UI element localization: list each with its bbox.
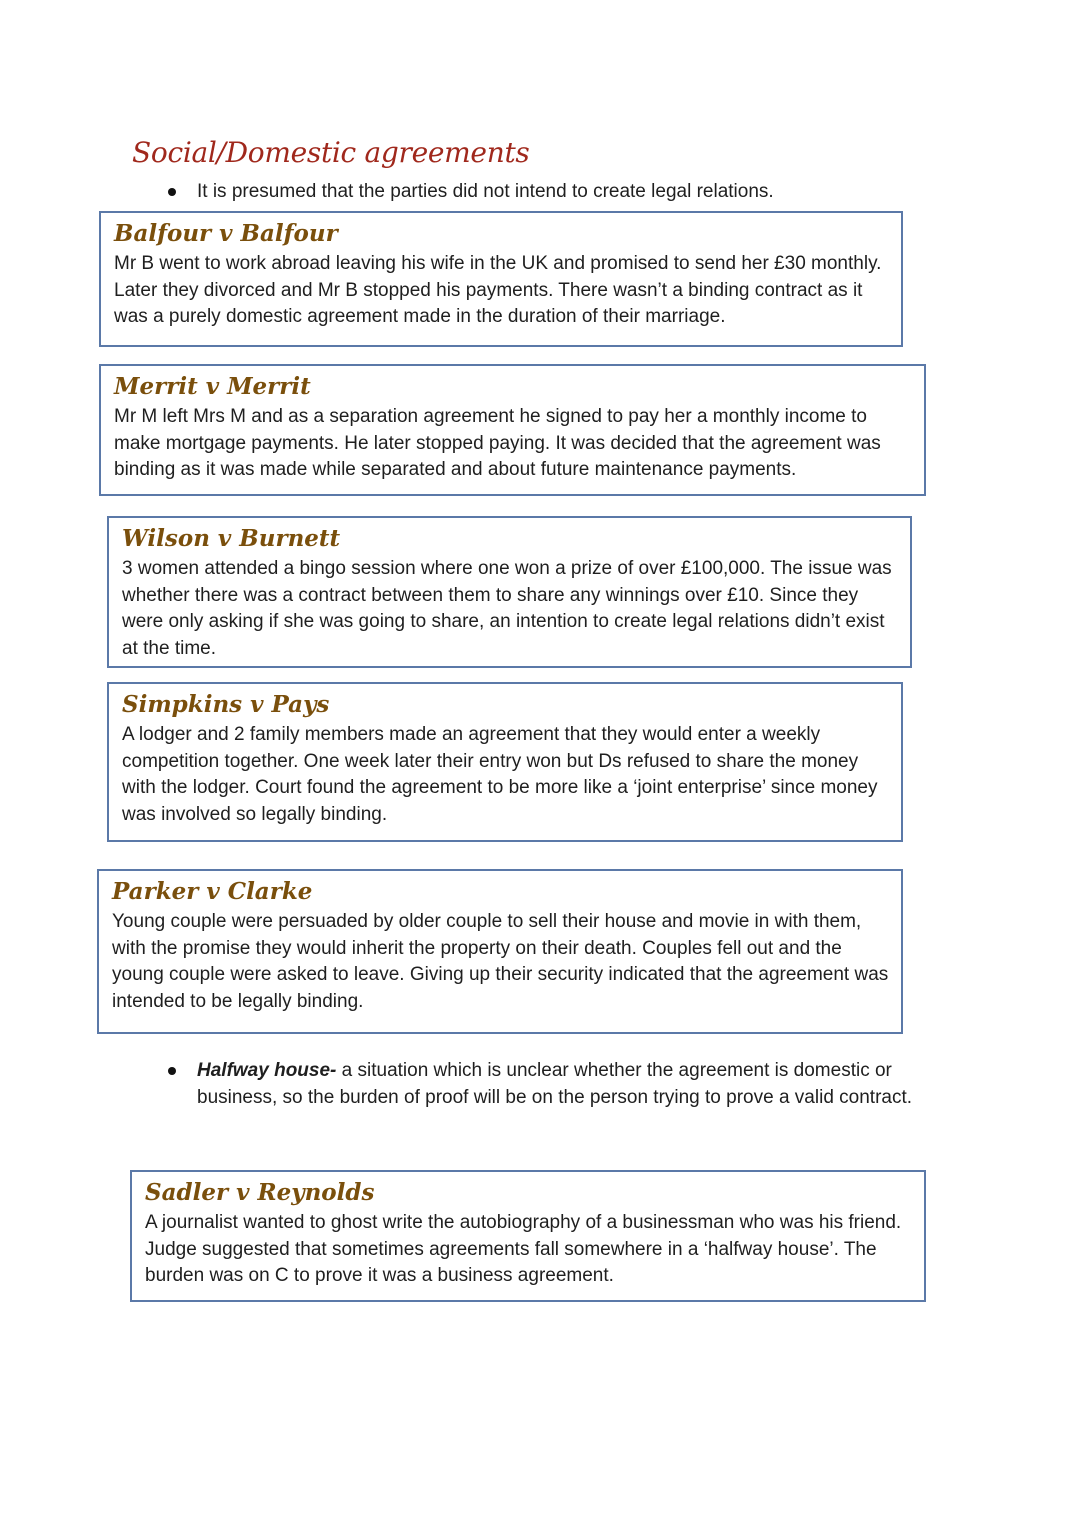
case-name: Balfour v Balfour	[114, 220, 338, 247]
bullet-definition: a situation which is unclear whether the agreement is domestic or business, so the burden of proof will be on the person trying to prove a valid contract.	[197, 1060, 913, 1108]
case-text: 3 women attended a bingo session where one won a prize of over £100,000. The issue was whether there was a contract between them to share any winnings over £10. Since they were only asking if she was going to share, an intention to create legal relations didn’t exist at the time.	[122, 558, 892, 659]
case-box-parker	[97, 869, 903, 1034]
case-text: A lodger and 2 family members made an agreement that they would enter a weekly competition together. One week later their entry won but Ds refused to share the money with the lodger. Court found the agreement to be more like a ‘joint enterprise’ since money was involved so legally binding.	[122, 724, 878, 825]
case-name: Sadler v Reynolds	[145, 1179, 375, 1206]
bullet-term: Halfway house-	[197, 1060, 337, 1081]
bullet-text	[197, 1057, 932, 1111]
case-text: Young couple were persuaded by older couple to sell their house and movie in with them, with the promise they would inherit the property on their death. Couples fell out and the young couple were asked to leave. Giving up their security indicated that the agreement was intended to be legally binding.	[112, 911, 889, 1012]
bullet-presumption	[168, 178, 928, 208]
case-name: Simpkins v Pays	[122, 691, 330, 718]
bullet-text: It is presumed that the parties did not intend to create legal relations.	[197, 181, 774, 202]
section-title: Social/Domestic agreements	[132, 136, 530, 169]
case-box-simpkins	[107, 682, 903, 842]
case-text: Mr M left Mrs M and as a separation agreement he signed to pay her a monthly income to make mortgage payments. He later stopped paying. It was decided that the agreement was binding as it was made while separated and about future maintenance payments.	[114, 406, 881, 480]
case-name: Wilson v Burnett	[122, 525, 341, 552]
case-box-merrit	[99, 364, 926, 496]
case-name: Parker v Clarke	[112, 878, 313, 905]
bullet-dot	[168, 188, 176, 196]
case-text: Mr B went to work abroad leaving his wife in the UK and promised to send her £30 monthly. Later they divorced and Mr B stopped his payments. There wasn’t a binding contract as it was a purely domestic agreement made in the duration of their marriage.	[114, 253, 882, 327]
bullet-halfway-house	[168, 1057, 938, 1139]
bullet-dot	[168, 1067, 176, 1075]
case-text: A journalist wanted to ghost write the autobiography of a businessman who was his friend. Judge suggested that sometimes agreements fall somewhere in a ‘halfway house’. The burden was on C to prove it was a business agreement.	[145, 1212, 902, 1286]
case-box-sadler	[130, 1170, 926, 1302]
case-name: Merrit v Merrit	[114, 373, 311, 400]
case-box-balfour	[99, 211, 903, 347]
case-box-wilson	[107, 516, 912, 668]
